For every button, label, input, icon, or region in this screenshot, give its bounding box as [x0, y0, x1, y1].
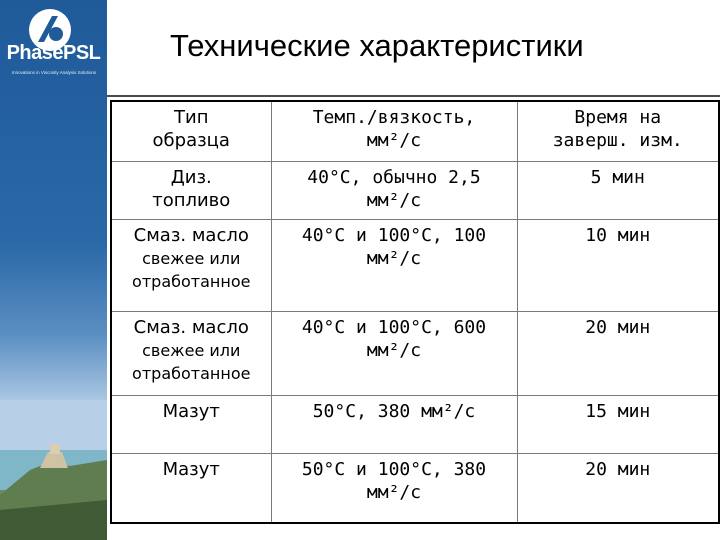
header-cell-time: Время на заверш. изм. — [517, 101, 719, 161]
table-header-row — [111, 101, 719, 161]
time-cell: 20 мин — [517, 453, 719, 523]
brand-name: PhasePSL — [6, 42, 101, 64]
type-cell: Смаз. масло свежее или отработанное — [111, 219, 271, 311]
title-divider — [107, 95, 720, 97]
table-row — [111, 453, 719, 523]
time-cell: 20 мин — [517, 311, 719, 395]
header-cell-temp: Темп./вязкость, мм²/с — [271, 101, 517, 161]
spec-table — [110, 100, 720, 524]
time-cell: 15 мин — [517, 395, 719, 453]
temp-cell: 50°С, 380 мм²/с — [271, 395, 517, 453]
temp-cell: 40°С и 100°С, 600 мм²/с — [271, 311, 517, 395]
type-cell: Диз. топливо — [111, 161, 271, 219]
temp-cell: 40°С и 100°С, 100 мм²/с — [271, 219, 517, 311]
type-cell: Мазут — [111, 395, 271, 453]
table-row — [111, 395, 719, 453]
temp-cell: 40°С, обычно 2,5 мм²/с — [271, 161, 517, 219]
type-cell: Смаз. масло свежее или отработанное — [111, 311, 271, 395]
brand-sidebar — [0, 0, 107, 540]
time-cell: 5 мин — [517, 161, 719, 219]
temp-cell: 50°С и 100°С, 380 мм²/с — [271, 453, 517, 523]
page-title: Технические характеристики — [170, 28, 584, 63]
table-row — [111, 161, 719, 219]
type-cell: Мазут — [111, 453, 271, 523]
brand-tagline: Innovations in Viscosity Analysis Solutions — [11, 70, 97, 75]
table-row — [111, 219, 719, 311]
header-cell-type: Тип образца — [111, 101, 271, 161]
time-cell: 10 мин — [517, 219, 719, 311]
coastal-photo-image — [0, 400, 107, 540]
table-row — [111, 311, 719, 395]
